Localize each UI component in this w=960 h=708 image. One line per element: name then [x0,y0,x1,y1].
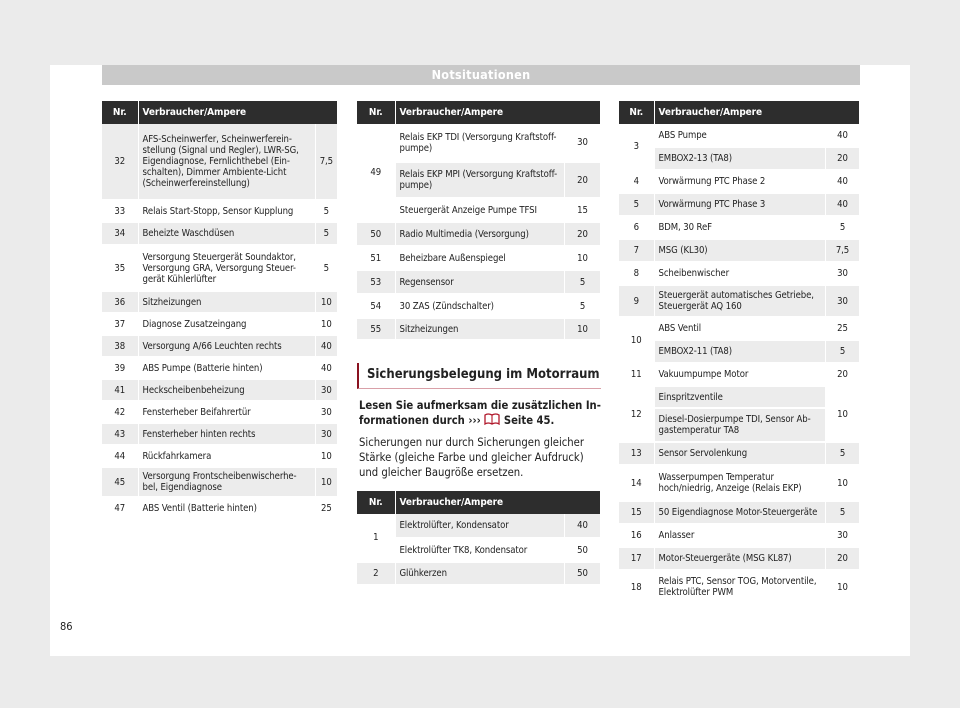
row-label: MSG (KL30) [654,239,826,262]
table-row [619,193,860,216]
row-label: Regensensor [395,270,565,294]
row-label: BDM, 30 ReF [654,216,826,239]
table-row [619,170,860,193]
table-row [357,246,601,270]
intro-text [359,398,604,428]
page-number: 86 [60,620,73,633]
row-amp: 5 [826,501,860,524]
table-row [619,501,860,524]
row-label: Glühkerzen [395,562,565,585]
row-nr: 18 [619,570,654,604]
row-label: Elektrolüfter, Kondensator [395,514,565,538]
row-label: Beheizbare Außenspiegel [395,246,565,270]
table-row [357,222,601,246]
col-nr: Nr. [357,491,395,514]
row-amp: 7,5 [826,239,860,262]
row-amp: 5 [315,200,337,222]
row-amp: 5 [565,270,601,294]
body-text: Sicherungen nur durch Sicherungen gleicher Stärke (gleiche Farbe und gleicher Aufdruck) und gleicher Baugröße ersetzen. [359,436,584,479]
row-label: Anlasser [654,524,826,547]
row-nr: 12 [619,386,654,442]
row-nr: 38 [102,335,138,357]
row-nr: 17 [619,547,654,570]
row-amp: 10 [826,570,860,604]
row-label: Beheizte Waschdüsen [138,222,315,245]
row-nr: 8 [619,262,654,285]
col-verbraucher: Verbraucher/Ampere [138,101,338,124]
row-label: AFS-Scheinwerfer, Scheinwerferein-stellung (Signal und Regler), LWR-SG, Eigendiagnose, Fernlichthebel (Ein-schalten), Dimmer Ambiente-Licht (Scheinwerfereinstellung) [138,124,315,200]
row-amp: 20 [565,162,601,198]
row-amp: 30 [565,124,601,162]
row-amp: 10 [565,246,601,270]
table-row [619,262,860,285]
book-icon [484,413,500,425]
table-row [619,216,860,239]
col-nr: Nr. [102,101,138,124]
row-label: Versorgung Frontscheibenwischerhe-bel, Eigendiagnose [138,467,315,497]
col-verbraucher: Verbraucher/Ampere [654,101,860,124]
row-amp: 20 [826,363,860,386]
row-label: Elektrolüfter TK8, Kondensator [395,538,565,562]
fuse-table-4-tail [619,442,860,604]
row-nr: 53 [357,270,395,294]
row-amp: 30 [315,401,337,423]
row-amp: 40 [826,193,860,216]
table-row [619,285,860,317]
row-amp: 30 [826,285,860,317]
row-nr: 35 [102,245,138,291]
row-amp: 30 [315,423,337,445]
row-label: Wasserpumpen Temperatur hoch/niedrig, Anzeige (Relais EKP) [654,465,826,501]
row-amp: 30 [315,379,337,401]
row-amp: 10 [315,313,337,335]
row-nr: 3 [619,124,654,170]
row-label: 30 ZAS (Zündschalter) [395,294,565,318]
col-verbraucher: Verbraucher/Ampere [395,491,601,514]
row-amp: 50 [565,562,601,585]
row-amp: 10 [315,467,337,497]
row-amp: 25 [826,317,860,340]
row-nr: 44 [102,445,138,467]
intro-arrows: ››› [468,414,481,427]
row-amp: 40 [826,124,860,147]
row-amp: 40 [826,170,860,193]
row-label: EMBOX2-11 (TA8) [654,340,826,363]
fuse-table-4-mid [619,170,860,317]
row-label: ABS Ventil (Batterie hinten) [138,497,315,519]
table-row [102,124,338,200]
row-amp: 5 [565,294,601,318]
row-label: Radio Multimedia (Versorgung) [395,222,565,246]
table-row [102,200,338,222]
table-row [357,318,601,340]
row-label: Relais EKP TDI (Versorgung Kraftstoff-pumpe) [395,124,565,162]
row-amp: 25 [315,497,337,519]
row-label: Sitzheizungen [395,318,565,340]
row-nr: 43 [102,423,138,445]
row-nr: 42 [102,401,138,423]
row-nr: 54 [357,294,395,318]
row-amp: 40 [315,357,337,379]
row-nr: 32 [102,124,138,200]
table-row [102,222,338,245]
row-nr: 34 [102,222,138,245]
row-label: Sensor Servolenkung [654,442,826,465]
row-label: ABS Pumpe (Batterie hinten) [138,357,315,379]
table-row [102,379,338,401]
row-label: Fensterheber Beifahrertür [138,401,315,423]
table-row [102,401,338,423]
table-row [102,445,338,467]
row-amp: 10 [565,318,601,340]
fuse-table-3 [357,491,601,586]
row-label: Rückfahrkamera [138,445,315,467]
row-nr: 51 [357,246,395,270]
row-amp: 10 [315,291,337,313]
col-verbraucher: Verbraucher/Ampere [395,101,601,124]
row-amp: 5 [826,442,860,465]
table-row [102,423,338,445]
table-row [102,357,338,379]
row-amp: 5 [826,340,860,363]
row-nr: 7 [619,239,654,262]
fuse-table-1-body [102,124,338,519]
row-amp: 20 [565,222,601,246]
table-row [619,442,860,465]
row-label: Diesel-Dosierpumpe TDI, Sensor Ab-gastemperatur TA8 [654,408,826,442]
row-label: Vakuumpumpe Motor [654,363,826,386]
page-header: Notsituationen [102,65,860,85]
row-nr: 15 [619,501,654,524]
row-amp: 10 [826,465,860,501]
table-row [619,547,860,570]
row-amp: 10 [826,386,860,442]
row-amp: 30 [826,262,860,285]
row-amp: 5 [315,245,337,291]
fuse-table-2 [357,101,601,341]
row-nr: 45 [102,467,138,497]
row-label: Relais PTC, Sensor TOG, Motorventile, Elektrolüfter PWM [654,570,826,604]
col-nr: Nr. [619,101,654,124]
fuse-table-4 [619,101,860,605]
row-nr: 11 [619,363,654,386]
row-nr: 1 [357,514,395,562]
row-nr: 47 [102,497,138,519]
row-label: EMBOX2-13 (TA8) [654,147,826,170]
row-amp: 40 [315,335,337,357]
row-nr: 9 [619,285,654,317]
row-amp: 20 [826,547,860,570]
row-amp: 15 [565,198,601,222]
row-nr: 39 [102,357,138,379]
row-label: Steuergerät Anzeige Pumpe TFSI [395,198,565,222]
row-amp: 5 [826,216,860,239]
table-row [102,245,338,291]
row-nr: 36 [102,291,138,313]
row-label: Vorwärmung PTC Phase 3 [654,193,826,216]
row-nr: 4 [619,170,654,193]
row-nr: 2 [357,562,395,585]
row-label: Einspritzventile [654,386,826,408]
row-nr: 41 [102,379,138,401]
row-amp: 7,5 [315,124,337,200]
row-nr: 10 [619,317,654,363]
table-row [102,497,338,519]
fuse-table-1 [102,101,338,520]
row-label: Motor-Steuergeräte (MSG KL87) [654,547,826,570]
row-nr: 16 [619,524,654,547]
row-label: Versorgung A/66 Leuchten rechts [138,335,315,357]
row-amp: 20 [826,147,860,170]
table-row [102,335,338,357]
row-label: Scheibenwischer [654,262,826,285]
table-row [102,313,338,335]
row-amp: 50 [565,538,601,562]
row-label: ABS Ventil [654,317,826,340]
row-label: Sitzheizungen [138,291,315,313]
row-nr: 14 [619,465,654,501]
section-title: Sicherungsbelegung im Motorraum [357,363,601,389]
row-label: ABS Pumpe [654,124,826,147]
row-nr: 55 [357,318,395,340]
table-row [357,294,601,318]
row-label: Steuergerät automatisches Getriebe, Steuergerät AQ 160 [654,285,826,317]
row-nr: 37 [102,313,138,335]
table-row [102,467,338,497]
row-label: Heckscheibenbeheizung [138,379,315,401]
row-label: Versorgung Steuergerät Soundaktor, Versorgung GRA, Versorgung Steuer-gerät Kühlerlüfter [138,245,315,291]
row-label: 50 Eigendiagnose Motor-Steuergeräte [654,501,826,524]
row-label: Diagnose Zusatzeingang [138,313,315,335]
row-nr: 5 [619,193,654,216]
row-label: Vorwärmung PTC Phase 2 [654,170,826,193]
intro-text-a: Lesen Sie aufmerksam die zusätzlichen In-formationen durch [359,399,601,427]
row-nr: 49 [357,124,395,222]
fuse-table-2-body [357,222,601,340]
table-row [619,465,860,501]
row-nr: 6 [619,216,654,239]
row-label: Relais EKP MPI (Versorgung Kraftstoff-pumpe) [395,162,565,198]
table-row [619,570,860,604]
row-amp: 30 [826,524,860,547]
row-nr: 13 [619,442,654,465]
table-row [102,291,338,313]
intro-link[interactable]: Seite 45. [503,414,555,427]
table-row [619,524,860,547]
row-amp: 5 [315,222,337,245]
row-label: Fensterheber hinten rechts [138,423,315,445]
row-nr: 33 [102,200,138,222]
row-amp: 10 [315,445,337,467]
row-label: Relais Start-Stopp, Sensor Kupplung [138,200,315,222]
table-row [357,270,601,294]
row-amp: 40 [565,514,601,538]
row-nr: 50 [357,222,395,246]
col-nr: Nr. [357,101,395,124]
table-row [619,239,860,262]
